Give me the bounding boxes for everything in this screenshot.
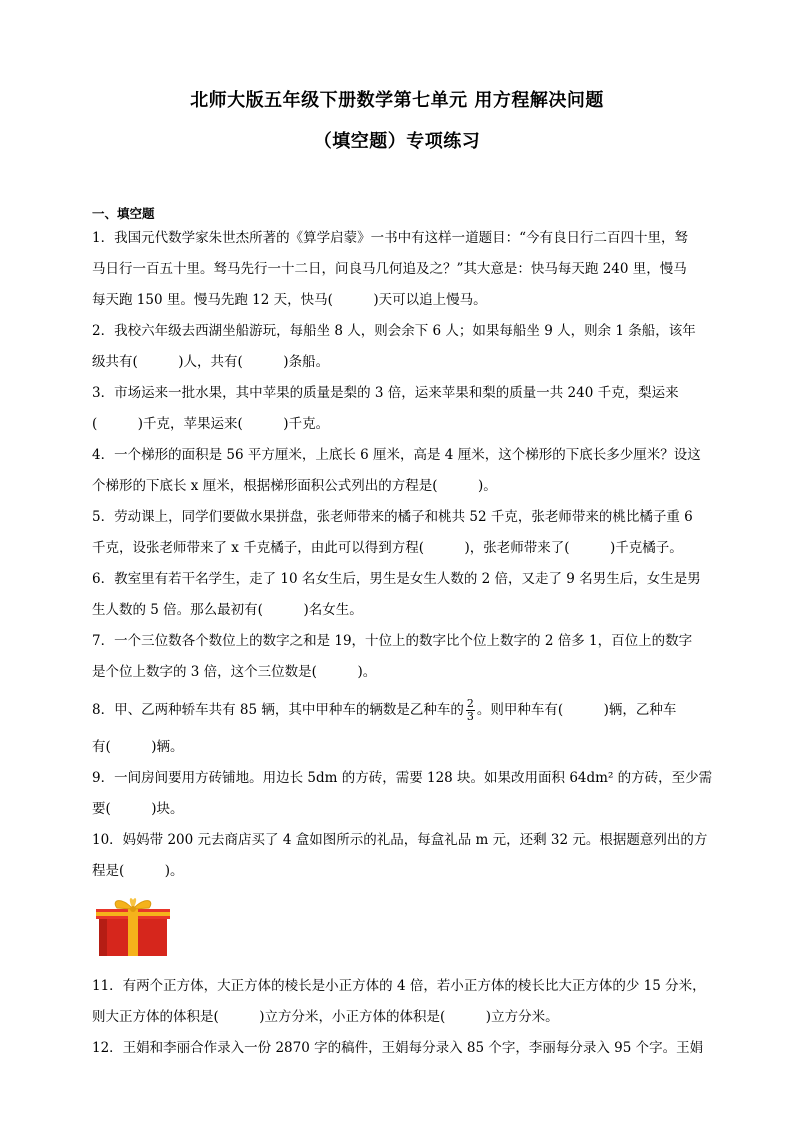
page-title-line2: （填空题）专项练习 bbox=[313, 131, 481, 152]
question-7-line-1: 7．一个三位数各个数位上的数字之和是 19，十位上的数字比个位上数字的 2 倍多 1，百位上的数字 bbox=[92, 633, 693, 649]
question-10-line-1: 10．妈妈带 200 元去商店买了 4 盒如图所示的礼品，每盒礼品 m 元，还剩 32 元。根据题意列出的方 bbox=[92, 832, 708, 848]
question-5-line-2: 千克，设张老师带来了 x 千克橘子，由此可以得到方程( )，张老师带来了( )千克橘子。 bbox=[92, 540, 683, 556]
question-5-line-1: 5．劳动课上，同学们要做水果拼盘，张老师带来的橘子和桃共 52 千克，张老师带来的桃比橘子重 6 bbox=[92, 509, 693, 525]
question-2-line-1: 2．我校六年级去西湖坐船游玩，每船坐 8 人，则会余下 6 人；如果每船坐 9 人，则余 1 条船，该年 bbox=[92, 323, 696, 339]
question-4-line-2: 个梯形的下底长 x 厘米，根据梯形面积公式列出的方程是( )。 bbox=[92, 478, 497, 494]
question-6-line-1: 6．教室里有若干名学生，走了 10 名女生后，男生是女生人数的 2 倍，又走了 9 名男生后，女生是男 bbox=[92, 571, 701, 587]
question-11-line-2: 则大正方体的体积是( )立方分米，小正方体的体积是( )立方分米。 bbox=[92, 1009, 559, 1025]
gift-ribbon-vertical bbox=[128, 909, 138, 956]
question-8-line-2: 有( )辆。 bbox=[92, 739, 184, 755]
page-title-line1: 北师大版五年级下册数学第七单元 用方程解决问题 bbox=[190, 90, 604, 111]
fraction-numerator: 2 bbox=[466, 697, 474, 710]
question-11-line-1: 11．有两个正方体，大正方体的棱长是小正方体的 4 倍，若小正方体的棱长比大正方体的少 15 分米， bbox=[92, 978, 706, 994]
gift-box-shade bbox=[99, 919, 107, 956]
question-8-text-after-fraction: 。则甲种车有( )辆，乙种车 bbox=[476, 702, 677, 718]
question-4-line-1: 4．一个梯形的面积是 56 平方厘米，上底长 6 厘米，高是 4 厘米，这个梯形的下底长多少厘米？设这 bbox=[92, 447, 701, 463]
section-heading: 一、填空题 bbox=[92, 206, 155, 221]
gift-ribbon-horizontal bbox=[96, 912, 170, 916]
question-6-line-2: 生人数的 5 倍。那么最初有( )名女生。 bbox=[92, 602, 363, 618]
question-9-line-1: 9．一间房间要用方砖铺地。用边长 5dm 的方砖，需要 128 块。如果改用面积 64dm² 的方砖，至少需 bbox=[92, 770, 713, 786]
question-9-line-2: 要( )块。 bbox=[92, 801, 184, 817]
gift-box-icon bbox=[95, 896, 171, 958]
question-8-text-before-fraction: 8．甲、乙两种轿车共有 85 辆，其中甲种车的辆数是乙种车的 bbox=[92, 702, 464, 718]
question-1-line-3: 每天跑 150 里。慢马先跑 12 天，快马( )天可以追上慢马。 bbox=[92, 292, 487, 308]
question-10-line-2: 程是( )。 bbox=[92, 863, 184, 879]
question-7-line-2: 是个位上数字的 3 倍，这个三位数是( )。 bbox=[92, 664, 377, 680]
fraction bbox=[466, 698, 475, 723]
question-3-line-1: 3．市场运来一批水果，其中苹果的质量是梨的 3 倍，运来苹果和梨的质量一共 240 千克，梨运来 bbox=[92, 385, 679, 401]
gift-bow-knot bbox=[130, 906, 136, 912]
fraction-denominator: 3 bbox=[466, 710, 474, 723]
question-1-line-1: 1．我国元代数学家朱世杰所著的《算学启蒙》一书中有这样一道题目：“今有良日行二百四十里，驽 bbox=[92, 230, 688, 246]
question-8-line-1 bbox=[92, 698, 712, 723]
question-1-line-2: 马日行一百五十里。驽马先行一十二日，问良马几何追及之？”其大意是：快马每天跑 240 里，慢马 bbox=[92, 261, 687, 277]
question-3-line-2: ( )千克，苹果运来( )千克。 bbox=[92, 416, 330, 432]
question-2-line-2: 级共有( )人，共有( )条船。 bbox=[92, 354, 330, 370]
question-12-line-1: 12．王娟和李丽合作录入一份 2870 字的稿件，王娟每分录入 85 个字，李丽每分录入 95 个字。王娟 bbox=[92, 1040, 704, 1056]
